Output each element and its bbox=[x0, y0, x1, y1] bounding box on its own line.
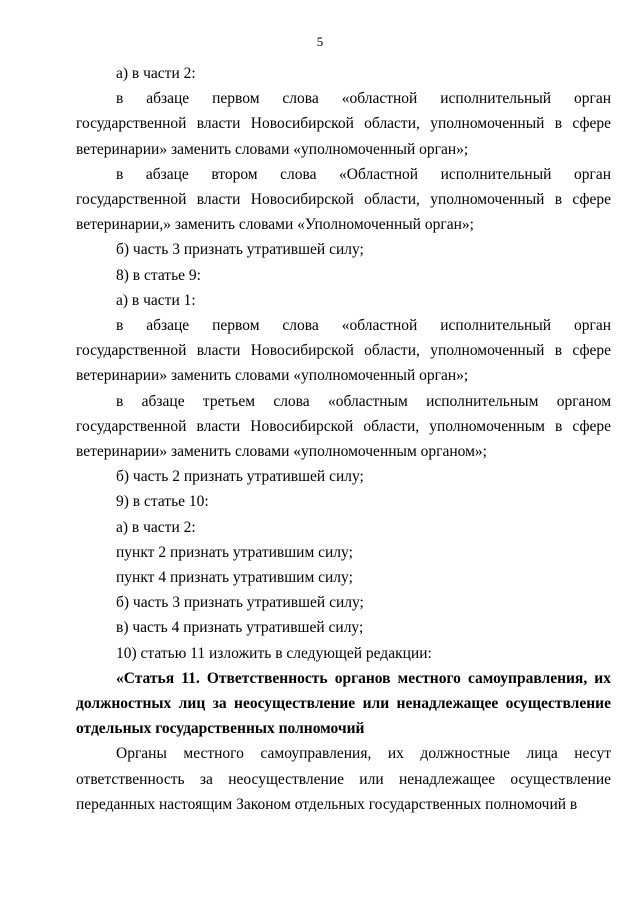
article-11-heading: «Статья 11. Ответственность органов местного самоуправления, их должностных лиц за неосуществление или ненадлежащее осуществление отдельных государственных полномочий bbox=[76, 669, 611, 738]
paragraph-item-a-part-2: а) в части 2: bbox=[116, 65, 196, 82]
paragraph-first-abzac-replacement-2: в абзаце первом слова «областной исполнительный орган государственной власти Новосибирской области, уполномоченный в сфере ветеринарии» заменить словами «уполномоченный орган»; bbox=[76, 317, 611, 385]
paragraph-point-2-void: пункт 2 признать утратившим силу; bbox=[116, 543, 353, 561]
paragraph-part-4-void: в) часть 4 признать утратившей силу; bbox=[116, 619, 364, 637]
paragraph-part-2-void: б) часть 2 признать утратившей силу; bbox=[116, 468, 364, 486]
paragraph-item-a-part-1: а) в части 1: bbox=[116, 291, 196, 309]
paragraph-second-abzac-replacement: в абзаце втором слова «Областной исполнительный орган государственной власти Новосибирской области, уполномоченный в сфере ветеринарии,» заменить словами «Уполномоченный орган»; bbox=[76, 165, 611, 234]
paragraph-article-9: 8) в статье 9: bbox=[116, 266, 201, 284]
paragraph-article-11-body: Органы местного самоуправления, их должностные лица несут ответственность за неосуществление или ненадлежащее осуществление переданных настоящим Законом отдельных государственных полномочий в bbox=[76, 745, 611, 813]
paragraph-first-abzac-replacement: в абзаце первом слова «областной исполнительный орган государственной власти Новосибирской области, уполномоченный в сфере ветеринарии» заменить словами «уполномоченный орган»; bbox=[76, 90, 611, 158]
paragraph-article-11-new-edition: 10) статью 11 изложить в следующей редакции: bbox=[116, 644, 432, 662]
paragraph-item-a-part-2-b: а) в части 2: bbox=[116, 518, 196, 536]
document-body bbox=[76, 61, 611, 817]
page-number: 5 bbox=[316, 34, 324, 49]
paragraph-part-3-void: б) часть 3 признать утратившей силу; bbox=[116, 241, 364, 259]
paragraph-third-abzac-replacement: в абзаце третьем слова «областным исполнительным органом государственной власти Новосибирской области, уполномоченным в сфере ветеринарии» заменить словами «уполномоченным органом»; bbox=[76, 392, 611, 461]
paragraph-point-4-void: пункт 4 признать утратившим силу; bbox=[116, 569, 353, 587]
paragraph-article-10: 9) в статье 10: bbox=[116, 493, 209, 511]
paragraph-part-3-void-b: б) часть 3 признать утратившей силу; bbox=[116, 594, 364, 612]
